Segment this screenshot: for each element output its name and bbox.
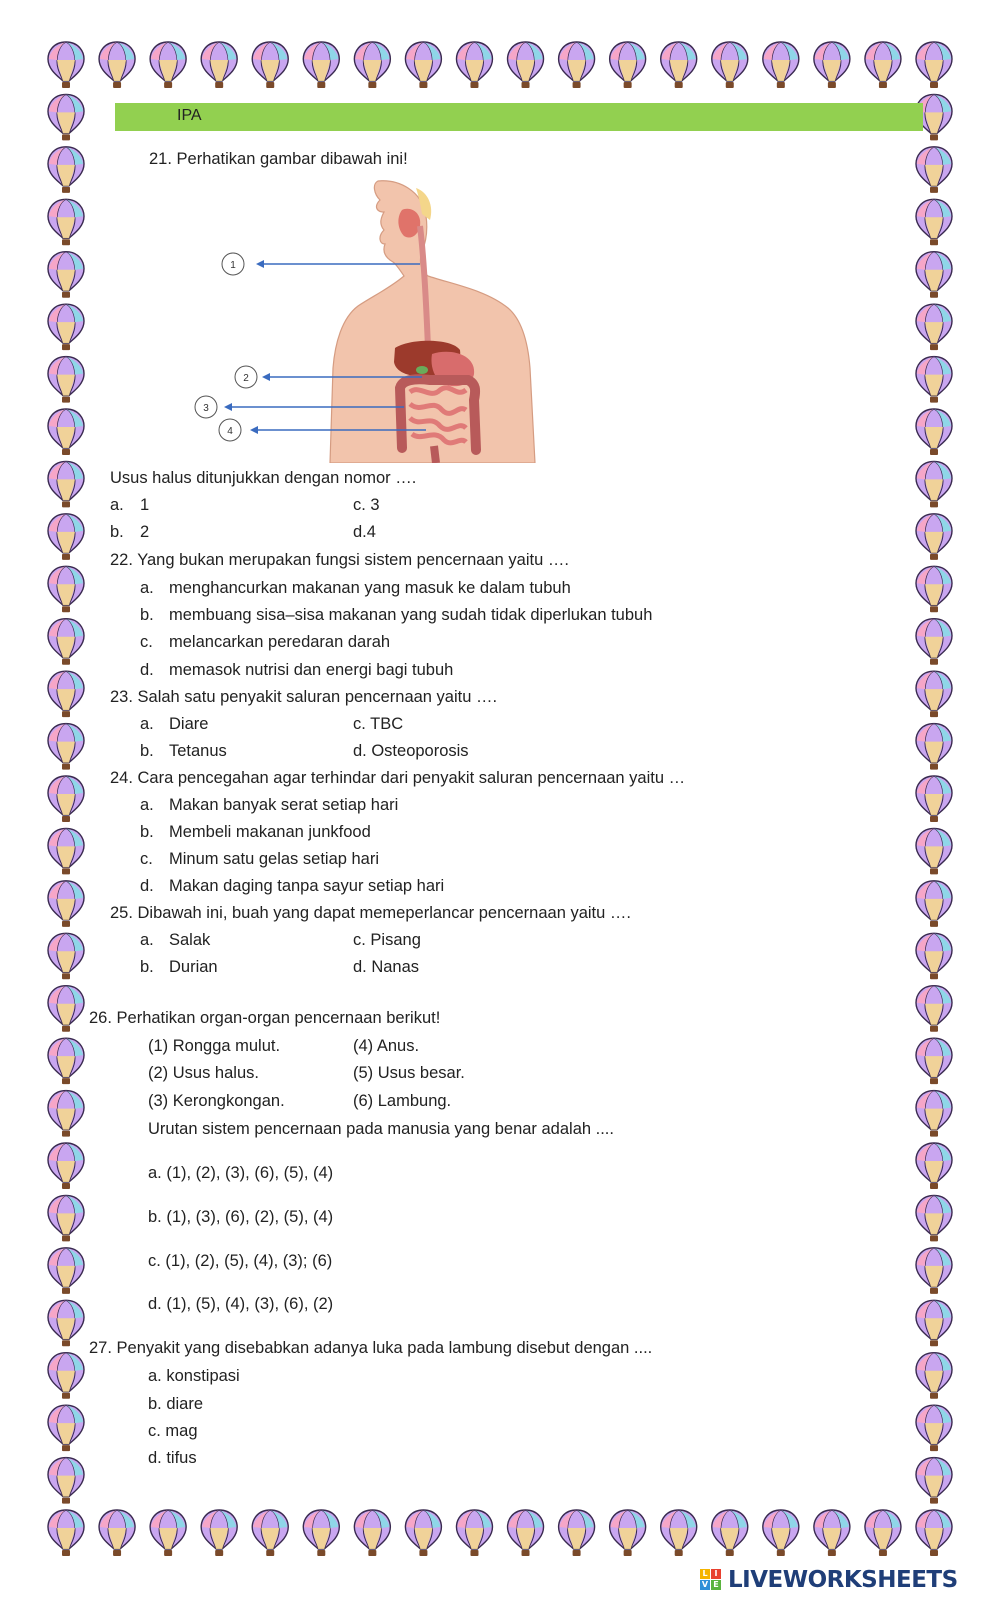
balloon-icon [48, 1353, 84, 1399]
balloon-icon [48, 1510, 84, 1556]
q22-option-a-letter: a. [140, 579, 154, 597]
q22-question: 22. Yang bukan merupakan fungsi sistem pencernaan yaitu …. [110, 551, 569, 569]
q25-option-a-text: Salak [169, 931, 211, 949]
balloon-icon [48, 409, 84, 455]
q27-question: 27. Penyakit yang disebabkan adanya luka pada lambung disebut dengan .... [89, 1339, 653, 1357]
balloon-icon [48, 776, 84, 822]
balloon-icon [48, 94, 84, 140]
balloon-icon [48, 1458, 84, 1504]
balloon-icon [48, 199, 84, 245]
balloon-icon [559, 1510, 595, 1556]
balloon-icon [252, 42, 288, 88]
balloon-icon [48, 357, 84, 403]
balloon-icon [916, 199, 952, 245]
balloon-icon [303, 1510, 339, 1556]
callout-1-label: 1 [230, 260, 236, 271]
balloon-icon [916, 619, 952, 665]
q21-option-c: c. 3 [353, 496, 380, 514]
q23-option-b-letter: b. [140, 742, 154, 760]
q25-option-c: c. Pisang [353, 931, 421, 949]
logo-square-v: V [701, 1580, 709, 1589]
q21-option-a-letter: a. [110, 496, 124, 514]
q23-option-b-text: Tetanus [169, 742, 227, 760]
balloon-icon [661, 1510, 697, 1556]
balloon-icon [354, 42, 390, 88]
balloon-icon [150, 42, 186, 88]
balloon-icon [916, 828, 952, 874]
balloon-icon [201, 42, 237, 88]
q24-question: 24. Cara pencegahan agar terhindar dari penyakit saluran pencernaan yaitu … [110, 769, 686, 787]
q25-option-b-letter: b. [140, 958, 154, 976]
balloon-icon [865, 1510, 901, 1556]
balloon-icon [916, 724, 952, 770]
balloon-icon [48, 566, 84, 612]
balloon-icon [48, 724, 84, 770]
q26-option-c: c. (1), (2), (5), (4), (3); (6) [148, 1252, 333, 1270]
balloon-icon [661, 42, 697, 88]
balloon-icon [916, 1353, 952, 1399]
q26-organ-5: (5) Usus besar. [353, 1064, 465, 1082]
balloon-icon [610, 1510, 646, 1556]
balloon-icon [508, 42, 544, 88]
q27-option-a: a. konstipasi [148, 1367, 240, 1385]
balloon-icon [405, 42, 441, 88]
balloon-icon [916, 776, 952, 822]
balloon-icon [916, 1091, 952, 1137]
balloon-icon [916, 357, 952, 403]
q26-organ-1: (1) Rongga mulut. [148, 1037, 281, 1055]
liveworksheets-brand: LIVEWORKSHEETS [728, 1567, 958, 1593]
q27-option-b: b. diare [148, 1395, 204, 1413]
q26-organ-3: (3) Kerongkongan. [148, 1092, 285, 1110]
balloon-icon [48, 828, 84, 874]
q21-option-a-text: 1 [140, 496, 150, 514]
logo-square-e: E [711, 1580, 721, 1590]
liveworksheets-logo-mark [700, 1569, 722, 1591]
balloon-icon [252, 1510, 288, 1556]
balloon-icon [916, 147, 952, 193]
q23-option-c: c. TBC [353, 715, 404, 733]
balloon-icon [48, 671, 84, 717]
balloon-icon [916, 304, 952, 350]
q26-organ-4: (4) Anus. [353, 1037, 420, 1055]
balloon-icon [48, 986, 84, 1032]
logo-square-l: L [700, 1569, 710, 1579]
gallbladder [416, 366, 428, 374]
q24-option-b-text: Membeli makanan junkfood [169, 823, 371, 841]
q21-prompt: 21. Perhatikan gambar dibawah ini! [149, 150, 408, 168]
balloon-icon [916, 1143, 952, 1189]
q27-option-d: d. tifus [148, 1449, 197, 1467]
balloon-icon [712, 42, 748, 88]
balloon-icon [150, 1510, 186, 1556]
balloon-icon [916, 881, 952, 927]
q22-option-a-text: menghancurkan makanan yang masuk ke dalam tubuh [169, 579, 571, 597]
balloon-icon [916, 986, 952, 1032]
rectum [434, 446, 436, 463]
balloon-icon [354, 1510, 390, 1556]
balloon-icon [48, 147, 84, 193]
balloon-icon [456, 1510, 492, 1556]
balloon-icon [916, 933, 952, 979]
balloon-icon [814, 1510, 850, 1556]
balloon-icon [916, 1248, 952, 1294]
liveworksheets-logo [700, 1566, 958, 1594]
balloon-icon [48, 1248, 84, 1294]
q26-option-d: d. (1), (5), (4), (3), (6), (2) [148, 1295, 334, 1313]
q24-option-c-text: Minum satu gelas setiap hari [169, 850, 380, 868]
q22-option-b-letter: b. [140, 606, 154, 624]
balloon-icon [48, 1300, 84, 1346]
q24-option-d-text: Makan daging tanpa sayur setiap hari [169, 877, 445, 895]
balloon-icon [48, 252, 84, 298]
balloon-icon [916, 566, 952, 612]
balloon-icon [48, 619, 84, 665]
balloon-icon [48, 42, 84, 88]
q23-option-d: d. Osteoporosis [353, 742, 469, 760]
q26-organ-6: (6) Lambung. [353, 1092, 452, 1110]
balloon-icon [763, 42, 799, 88]
q25-question: 25. Dibawah ini, buah yang dapat memeperlancar pencernaan yaitu …. [110, 904, 631, 922]
balloon-icon [916, 1510, 952, 1556]
balloon-icon [48, 514, 84, 560]
balloon-icon [48, 1038, 84, 1084]
q22-option-d-letter: d. [140, 661, 154, 679]
balloon-icon [916, 671, 952, 717]
balloon-icon [916, 1405, 952, 1451]
callout-2-label: 2 [243, 373, 249, 384]
q23-question: 23. Salah satu penyakit saluran pencernaan yaitu …. [110, 688, 498, 706]
balloon-icon [763, 1510, 799, 1556]
balloon-icon [48, 461, 84, 507]
q26-question: 26. Perhatikan organ-organ pencernaan berikut! [89, 1009, 441, 1027]
q22-option-d-text: memasok nutrisi dan energi bagi tubuh [169, 661, 454, 679]
balloon-icon [814, 42, 850, 88]
balloon-icon [916, 1038, 952, 1084]
balloon-icon [916, 461, 952, 507]
balloon-icon [48, 881, 84, 927]
q25-option-d: d. Nanas [353, 958, 420, 976]
balloon-icon [508, 1510, 544, 1556]
callout-3-label: 3 [203, 403, 209, 414]
q22-option-c-letter: c. [140, 633, 153, 651]
subject-title: IPA [177, 107, 202, 124]
q23-option-a-text: Diare [169, 715, 209, 733]
q25-option-b-text: Durian [169, 958, 218, 976]
balloon-icon [99, 1510, 135, 1556]
balloon-icon [916, 1300, 952, 1346]
q22-option-b-text: membuang sisa–sisa makanan yang sudah tidak diperlukan tubuh [169, 606, 653, 624]
q21-question: Usus halus ditunjukkan dengan nomor …. [110, 469, 417, 487]
balloon-icon [456, 42, 492, 88]
balloon-icon [48, 1091, 84, 1137]
balloon-icon [48, 1143, 84, 1189]
balloon-icon [201, 1510, 237, 1556]
balloon-icon [712, 1510, 748, 1556]
q21-option-b-text: 2 [140, 523, 150, 541]
q26-option-a: a. (1), (2), (3), (6), (5), (4) [148, 1164, 334, 1182]
q21-option-d: d.4 [353, 523, 376, 541]
q26-option-b: b. (1), (3), (6), (2), (5), (4) [148, 1208, 334, 1226]
balloon-icon [48, 933, 84, 979]
balloon-icon [865, 42, 901, 88]
subject-header-bar [115, 103, 923, 131]
q24-option-c-letter: c. [140, 850, 153, 868]
q26-organ-2: (2) Usus halus. [148, 1064, 259, 1082]
balloon-icon [303, 42, 339, 88]
balloon-icon [916, 409, 952, 455]
balloon-icon [559, 42, 595, 88]
q22-option-c-text: melancarkan peredaran darah [169, 633, 391, 651]
balloon-icon [916, 514, 952, 560]
q24-option-b-letter: b. [140, 823, 154, 841]
digestive-system-figure [190, 178, 560, 463]
q24-option-a-text: Makan banyak serat setiap hari [169, 796, 399, 814]
balloon-icon [610, 42, 646, 88]
q25-option-a-letter: a. [140, 931, 154, 949]
balloon-icon [48, 304, 84, 350]
logo-square-i: I [711, 1569, 721, 1579]
q27-option-c: c. mag [148, 1422, 198, 1440]
balloon-icon [48, 1405, 84, 1451]
balloon-icon [405, 1510, 441, 1556]
q24-option-a-letter: a. [140, 796, 154, 814]
balloon-icon [916, 1195, 952, 1241]
q26-sub-question: Urutan sistem pencernaan pada manusia yang benar adalah .... [148, 1120, 614, 1138]
q23-option-a-letter: a. [140, 715, 154, 733]
balloon-icon [48, 1195, 84, 1241]
balloon-icon [916, 252, 952, 298]
q24-option-d-letter: d. [140, 877, 154, 895]
balloon-icon [99, 42, 135, 88]
balloon-icon [916, 42, 952, 88]
q21-option-b-letter: b. [110, 523, 124, 541]
callout-4-label: 4 [227, 426, 233, 437]
balloon-icon [916, 1458, 952, 1504]
